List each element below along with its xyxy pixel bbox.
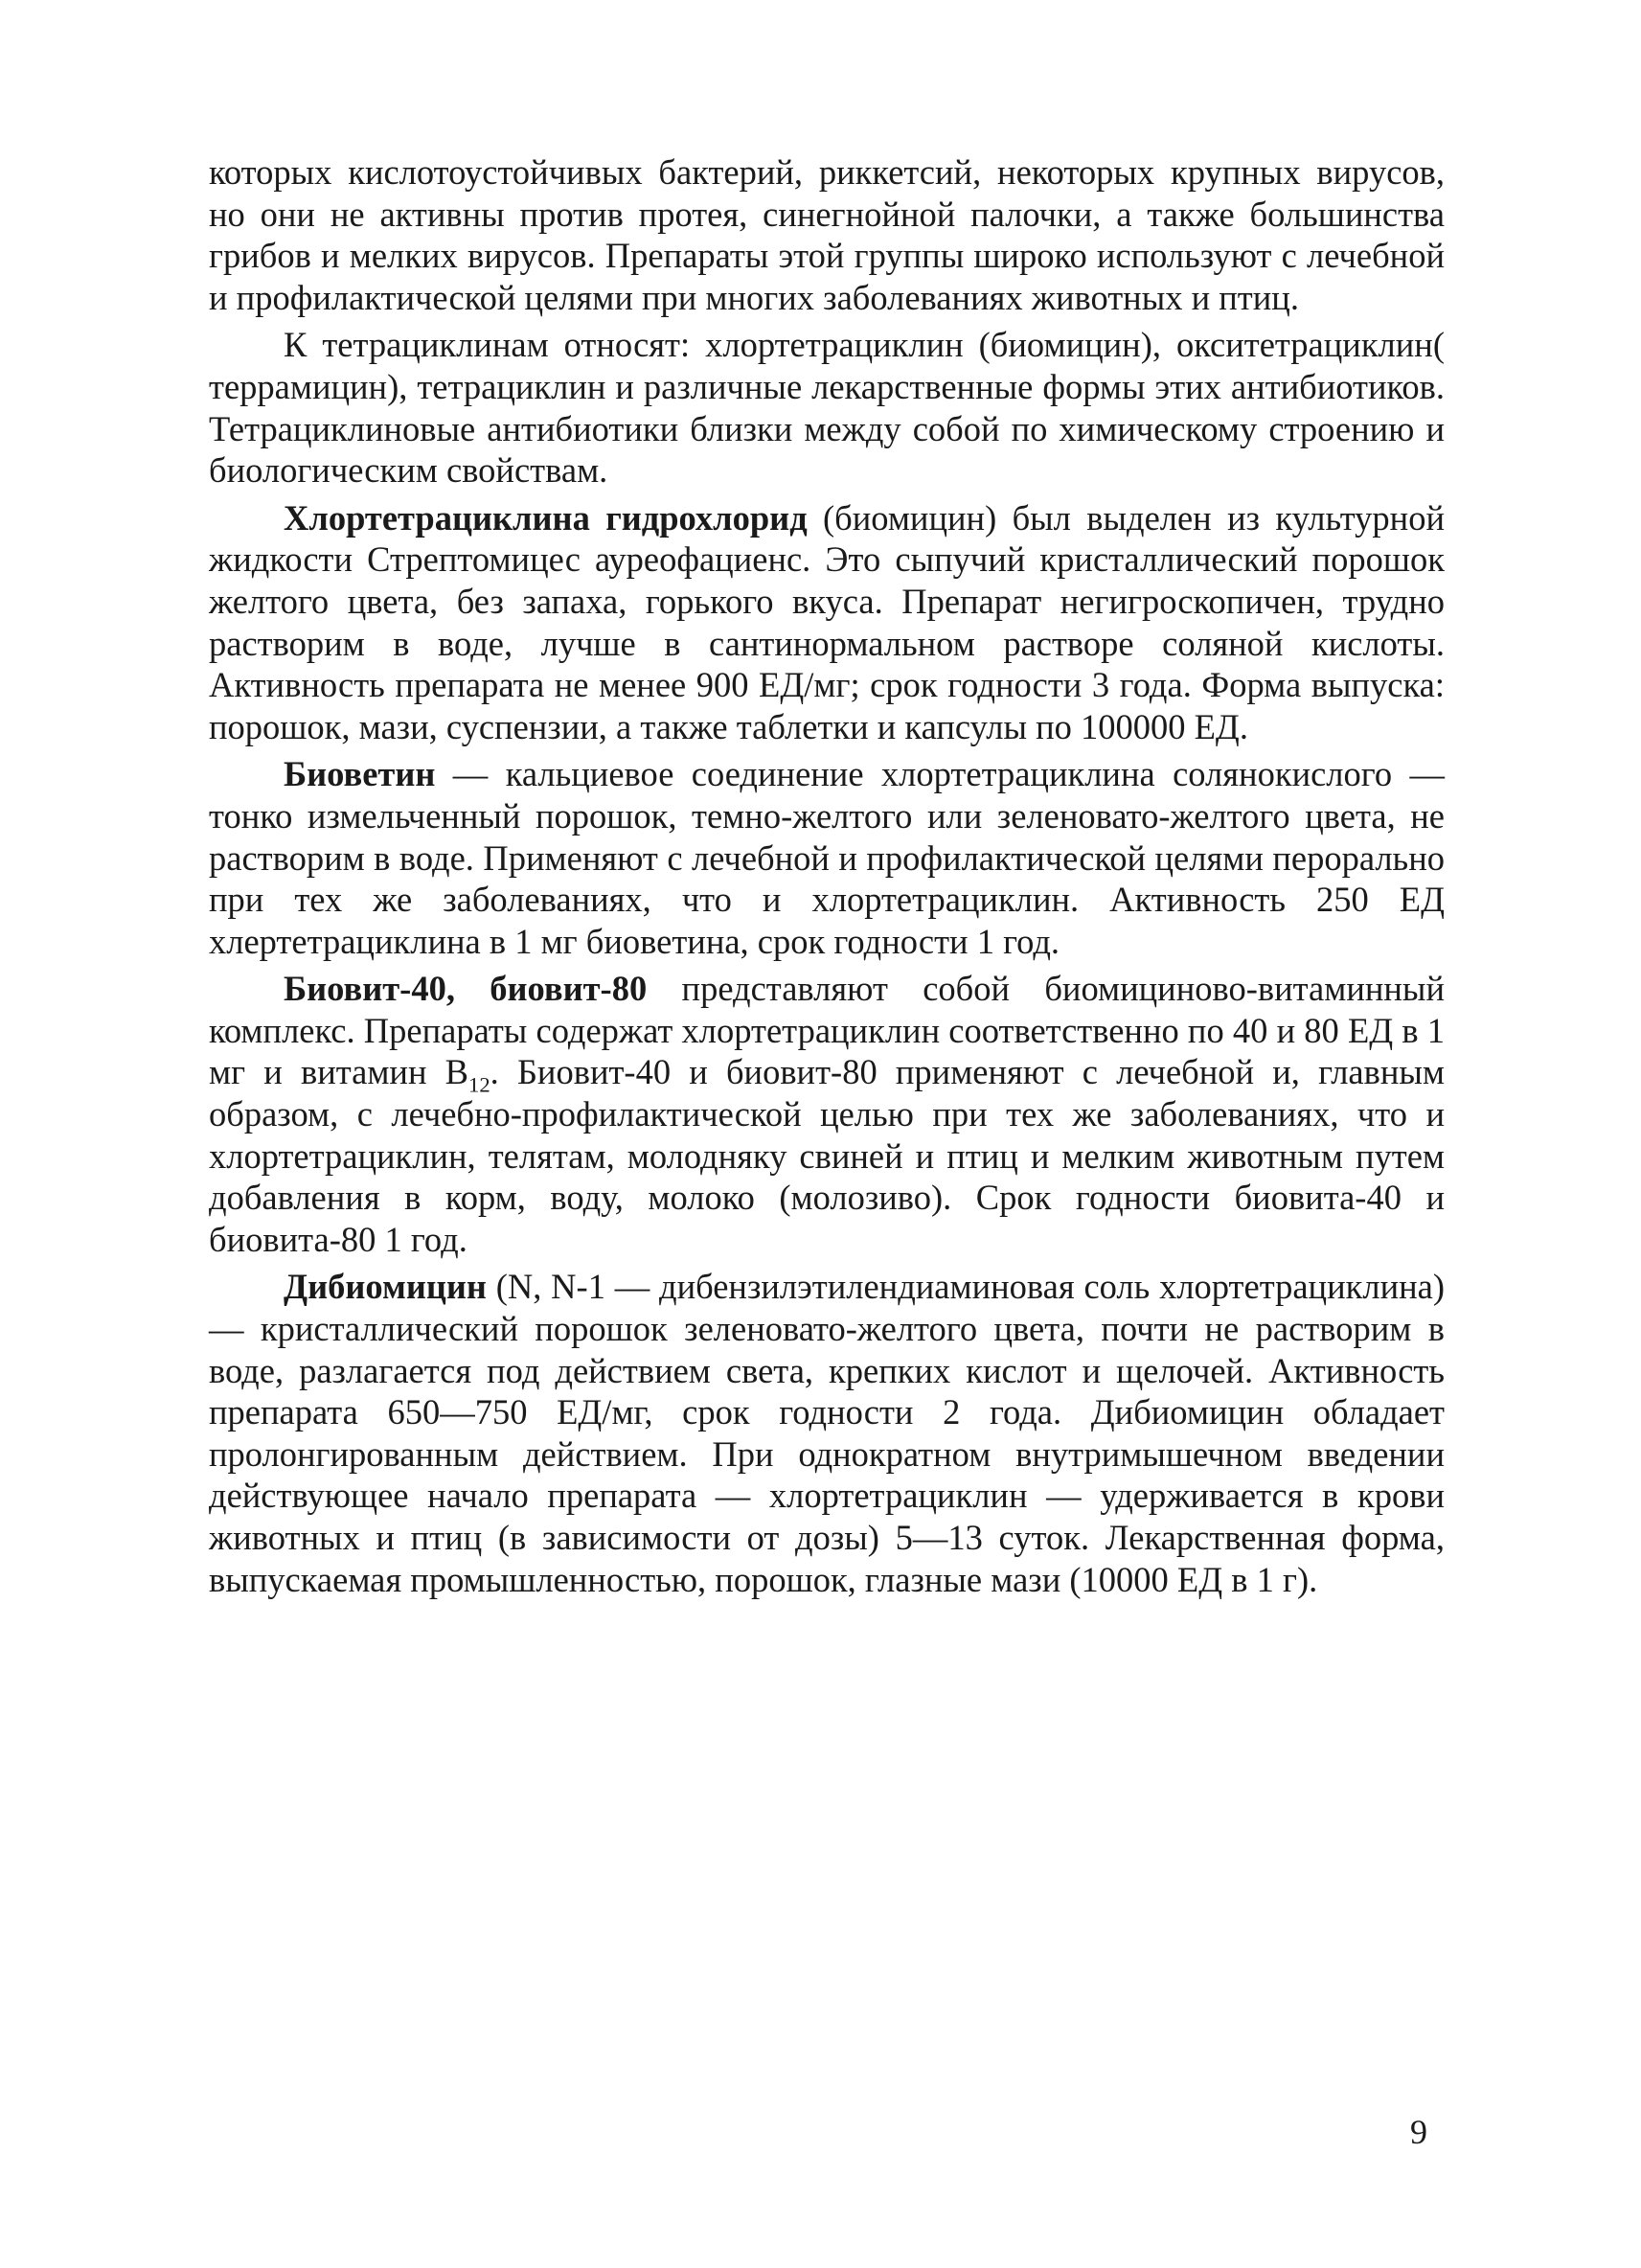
- vitamin-subscript: 12: [468, 1072, 490, 1097]
- paragraph-text: которых кислотоустойчивых бактерий, риккетсий, некоторых крупных вирусов, но они не активны против протея, синегнойной палочки, а также большинства грибов и мелких вирусов. Препараты этой группы широко используют с лечебной и профилактической целями при многих заболеваниях животных и птиц.: [209, 152, 1445, 317]
- paragraph-text: (N, N-1 — дибензилэтилендиаминовая соль хлортетрациклина) — кристаллический порошок зеленовато-желтого цвета, почти не растворим в воде, разлагается под действием света, крепких кислот и щелочей. Активность препарата 650—750 ЕД/мг, срок годности 2 года. Дибиомицин обладает пролонгированным действием. При однократном внутримышечном введении действующее начало препарата — хлортетрациклин — удерживается в крови животных и птиц (в зависимости от дозы) 5—13 суток. Лекарственная форма, выпускаемая промышленностью, порошок, глазные мази (10000 ЕД в 1 г).: [209, 1267, 1445, 1599]
- paragraph-text-a: представляют собой биомицинoво-витаминный комплекс. Препараты содержат хлортетрациклин соответственно по 40 и 80 ЕД в 1 мг и витамин B: [209, 969, 1445, 1092]
- term-biovetin: Биоветин: [284, 754, 436, 794]
- page-body: [209, 151, 1445, 1606]
- paragraph-intro-continuation: [209, 151, 1445, 318]
- term-chlortetracycline: Хлортетрациклина гидрохлорид: [284, 497, 808, 538]
- page-number: 9: [1410, 2113, 1427, 2151]
- term-biovit: Биовит-40, биовит-80: [284, 969, 648, 1009]
- paragraph-text-b: . Биовит-40 и биовит-80 применяют с лечебной и, главным образом, с лечебно-профилактической целью при тех же заболеваниях, что и хлортетрациклин, телятам, молодняку свиней и птиц и мелким животным путем добавления в корм, воду, молоко (молозиво). Срок годности биовита-40 и биовита-80 1 год.: [209, 1052, 1446, 1259]
- paragraph-dibiomycin: [209, 1266, 1445, 1600]
- paragraph-tetracyclines: [209, 324, 1445, 491]
- paragraph-biovetin: [209, 753, 1445, 962]
- paragraph-text: — кальциевое соединение хлортетрациклина солянокислого — тонко измельченный порошок, темно-желтого или зеленовато-желтого цвета, не растворим в воде. Применяют с лечебной и профилактической целями перорально при тех же заболеваниях, что и хлортетрациклин. Активность 250 ЕД хлертетрациклина в 1 мг биоветина, срок годности 1 год.: [209, 754, 1445, 961]
- paragraph-text: К тетрациклинам относят: хлортетрациклин (биомицин), окситетрациклин( террамицин), тетрациклин и различные лекарственные формы этих антибиотиков. Тетрациклиновые антибиотики близки между собой по химическому строению и биологическим свойствам.: [209, 325, 1445, 491]
- paragraph-chlortetracycline: [209, 497, 1445, 748]
- term-dibiomycin: Дибиомицин: [284, 1267, 487, 1307]
- paragraph-biovit: [209, 968, 1445, 1260]
- paragraph-text: (биомицин) был выделен из культурной жидкости Стрептомицес ауреофациенс. Это сыпучий кристаллический порошок желтого цвета, без запаха, горького вкуса. Препарат негигроскопичен, трудно растворим в воде, лучше в сантинормальном растворе соляной кислоты. Активность препарата не менее 900 ЕД/мг; срок годности 3 года. Форма выпуска: порошок, мази, суспензии, а также таблетки и капсулы по 100000 ЕД.: [209, 497, 1445, 746]
